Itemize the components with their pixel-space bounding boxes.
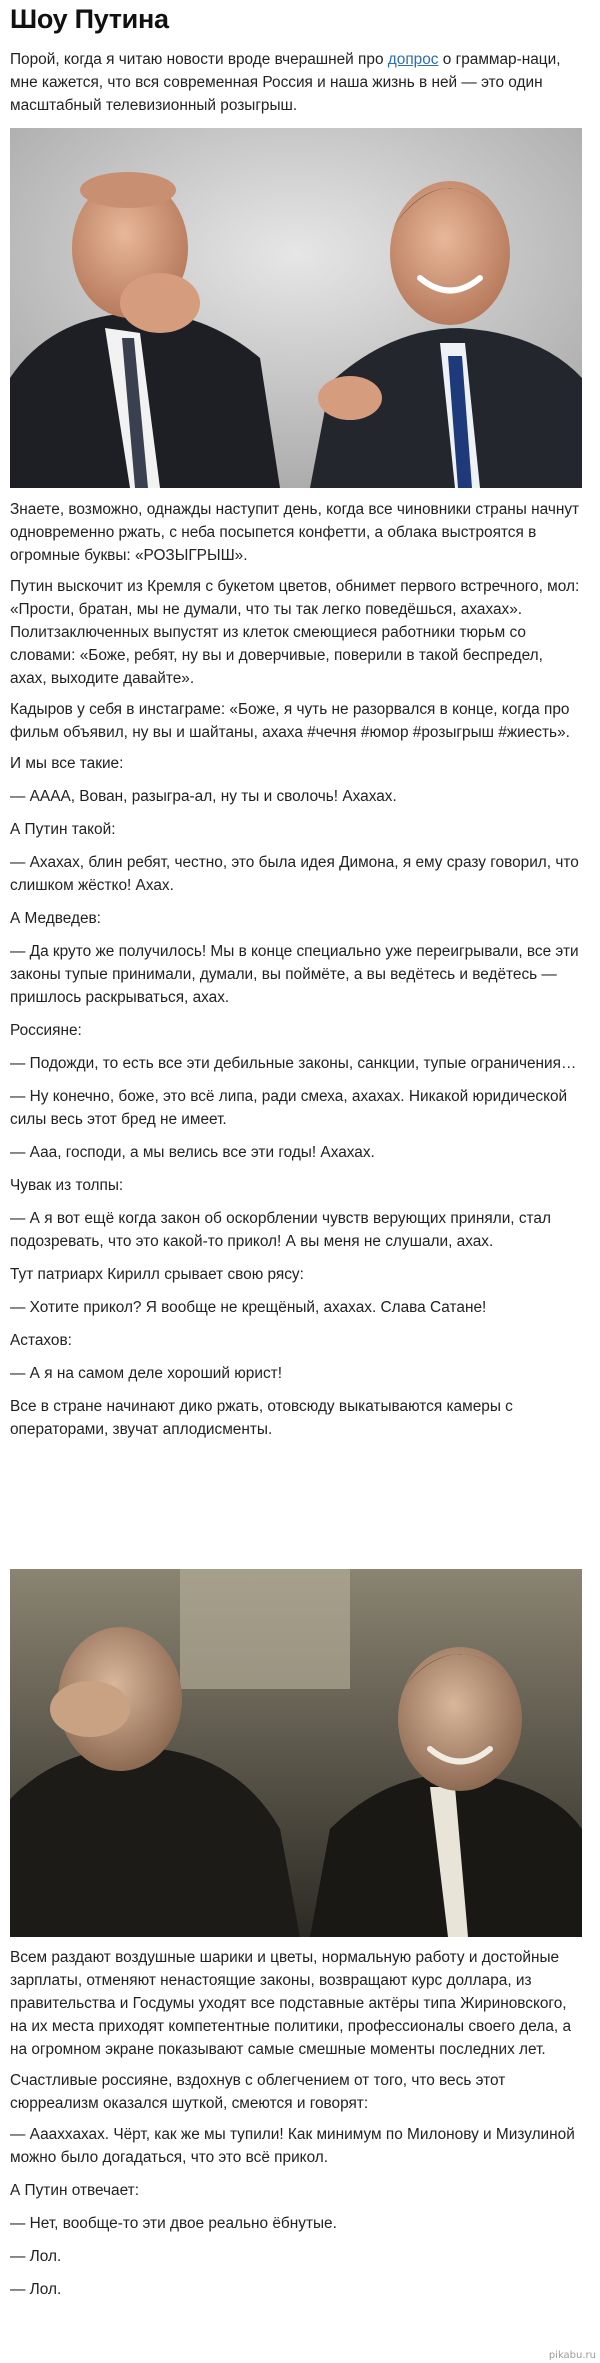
intro-paragraph bbox=[10, 48, 582, 117]
paragraph: — АААА, Вован, разыгра-ал, ну ты и сволочь! Ахахах. bbox=[10, 788, 397, 805]
intro-text-before: Порой, когда я читаю новости вроде вчерашней про bbox=[10, 51, 388, 68]
paragraph: — А я вот ещё когда закон об оскорблении чувств верующих приняли, стал подозревать, что это какой-то прикол! А вы меня не слушали, ахах. bbox=[10, 1210, 551, 1250]
paragraph: — Лол. bbox=[10, 2281, 62, 2298]
site-watermark: pikabu.ru bbox=[548, 2350, 596, 2361]
paragraph: Россияне: bbox=[10, 1022, 82, 1039]
paragraph: А Путин отвечает: bbox=[10, 2182, 139, 2199]
paragraph: — Ну конечно, боже, это всё липа, ради смеха, ахахах. Никакой юридической силы весь этот бред не имеет. bbox=[10, 1088, 568, 1128]
paragraph: А Медведев: bbox=[10, 910, 101, 927]
paragraph: — А я на самом деле хороший юрист! bbox=[10, 1365, 282, 1382]
photo-1-illustration bbox=[10, 128, 582, 488]
paragraph: Чувак из толпы: bbox=[10, 1177, 124, 1194]
intro-text-after: о граммар-наци, мне кажется, что вся современная Россия и наша жизнь в ней — это один масштабный телевизионный розыгрыш. bbox=[10, 51, 561, 114]
paragraph: Счастливые россияне, вздохнув с облегчением от того, что весь этот сюрреализм оказался шуткой, смеются и говорят: bbox=[10, 2072, 506, 2112]
article bbox=[10, 0, 582, 2298]
paragraph: Все в стране начинают дико ржать, отовсюду выкатываются камеры с операторами, звучат аплодисменты. bbox=[10, 1398, 513, 1438]
paragraph: — Подожди, то есть все эти дебильные законы, санкции, тупые ограничения… bbox=[10, 1055, 577, 1072]
article-title: Шоу Путина bbox=[10, 4, 169, 34]
interrogation-link[interactable]: допрос bbox=[387, 51, 439, 68]
paragraph: А Путин такой: bbox=[10, 821, 116, 838]
paragraph: Всем раздают воздушные шарики и цветы, нормальную работу и достойные зарплаты, отменяют ненастоящие законы, возвращают курс доллара, из правительства и Госдумы уходят все подставные актёры типа Жириновского, на их места приходят компетентные политики, профессионалы своего дела, а на огромном экране показывают самые смешные моменты последних лет. bbox=[10, 1949, 572, 2058]
paragraph: — Да круто же получилось! Мы в конце специально уже переигрывали, все эти законы тупые принимали, думали, вы поймёте, а вы ведётесь и ведётесь — пришлось раскрываться, ахах. bbox=[10, 943, 579, 1006]
photo-putin-medvedev-laughing bbox=[10, 128, 582, 488]
text-block-1 bbox=[10, 498, 582, 1441]
paragraph: — Аааххахах. Чёрт, как же мы тупили! Как минимум по Милонову и Мизулиной можно было догадаться, что это всё прикол. bbox=[10, 2126, 575, 2166]
paragraph: И мы все такие: bbox=[10, 755, 124, 772]
paragraph: Тут патриарх Кирилл срывает свою рясу: bbox=[10, 1266, 304, 1283]
paragraph: Астахов: bbox=[10, 1332, 72, 1349]
text-block-2 bbox=[10, 1946, 582, 2301]
photo-putin-medvedev-laughing-2 bbox=[10, 1569, 582, 1937]
paragraph: — Нет, вообще-то эти двое реально ёбнутые. bbox=[10, 2215, 337, 2232]
paragraph: Кадыров у себя в инстаграме: «Боже, я чуть не разорвался в конце, когда про фильм объявил, ну вы и шайтаны, ахаха #чечня #юмор #розыгрыш #жиесть». bbox=[10, 701, 570, 741]
paragraph: — Хотите прикол? Я вообще не крещёный, ахахах. Слава Сатане! bbox=[10, 1299, 487, 1316]
paragraph: Путин выскочит из Кремля с букетом цветов, обнимет первого встречного, мол: «Прости, братан, мы не думали, что ты так легко поведёшься, ахахах». Политзаключенных выпустят из клеток смеющиеся работники тюрьм со словами: «Боже, ребят, ну вы и доверчивые, поверили в такой беспредел, ахах, выходите давайте». bbox=[10, 578, 580, 687]
paragraph: — Ааа, господи, а мы велись все эти годы! Ахахах. bbox=[10, 1144, 375, 1161]
paragraph: Знаете, возможно, однажды наступит день, когда все чиновники страны начнут одновременно ржать, с неба посыпется конфетти, а облака выстроятся в огромные буквы: «РОЗЫГРЫШ». bbox=[10, 501, 580, 564]
paragraph: — Ахахах, блин ребят, честно, это была идея Димона, я ему сразу говорил, что слишком жёстко! Ахах. bbox=[10, 854, 579, 894]
paragraph: — Лол. bbox=[10, 2248, 62, 2265]
photo-2-illustration bbox=[10, 1569, 582, 1937]
